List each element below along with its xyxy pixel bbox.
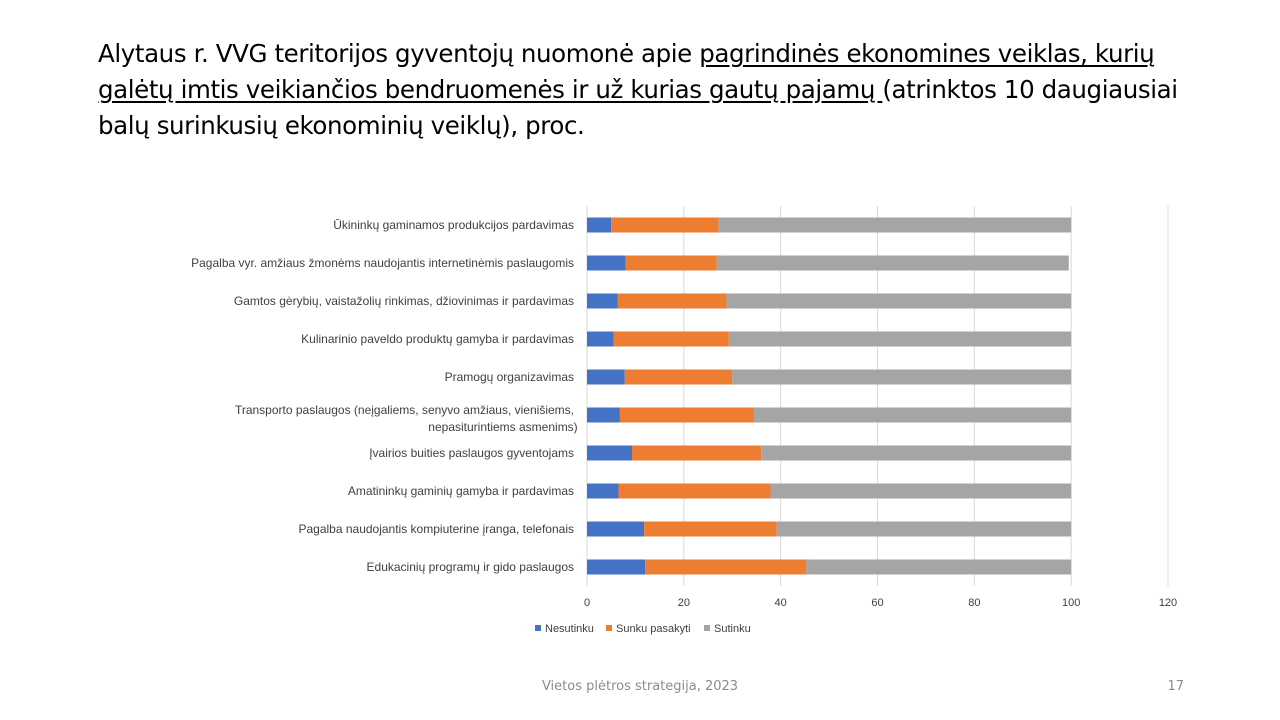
- bar-nesutinku-2: [587, 294, 618, 309]
- title-text-part2: (atrinktos 10 daugiausiai balų surinkusių ekonominių veiklų), proc.: [98, 75, 1178, 140]
- x-tick-label: 80: [968, 597, 981, 609]
- bar-sunku-pasakyti-3: [614, 332, 729, 347]
- bar-nesutinku-9: [587, 560, 645, 575]
- bar-sutinku-6: [761, 446, 1071, 461]
- bar-sunku-pasakyti-4: [625, 370, 732, 385]
- bar-nesutinku-4: [587, 370, 625, 385]
- legend-label: Nesutinku: [545, 623, 594, 635]
- bar-sunku-pasakyti-1: [626, 256, 717, 271]
- bar-sutinku-3: [729, 332, 1071, 347]
- x-tick-label: 100: [1061, 597, 1081, 609]
- bar-sutinku-2: [726, 294, 1071, 309]
- bar-sunku-pasakyti-5: [620, 408, 754, 423]
- category-label: Pagalba vyr. amžiaus žmonėms naudojantis internetinėmis paslaugomis: [191, 256, 574, 270]
- chart-x-tick-labels: [584, 597, 1177, 609]
- bar-nesutinku-5: [587, 408, 620, 423]
- category-label: Ūkininkų gaminamos produkcijos pardavimas: [333, 218, 574, 232]
- bar-sunku-pasakyti-2: [618, 294, 727, 309]
- legend-label: Sutinku: [714, 623, 751, 635]
- title-text-part1: Alytaus r. VVG teritorijos gyventojų nuomonė apie: [98, 39, 700, 68]
- title-text-underlined: pagrindinės ekonomines veiklas, kurių galėtų imtis veikiančios bendruomenės ir už kurias gautų pajamų: [98, 39, 1155, 104]
- category-label: Įvairios buities paslaugos gyventojams: [369, 446, 574, 460]
- bar-sunku-pasakyti-7: [618, 484, 770, 499]
- bar-sutinku-5: [754, 408, 1071, 423]
- category-label: Kulinarinio paveldo produktų gamyba ir pardavimas: [301, 332, 574, 346]
- legend-swatch-nesutinku: [535, 625, 541, 631]
- chart-bars: [587, 218, 1071, 575]
- category-label: Transporto paslaugos (neįgaliems, senyvo amžiaus, vienišiems, nepasiturintiems asmenims): [234, 403, 578, 434]
- bar-nesutinku-7: [587, 484, 618, 499]
- bar-sunku-pasakyti-0: [611, 218, 718, 233]
- bar-sutinku-0: [719, 218, 1071, 233]
- category-label: Amatininkų gaminių gamyba ir pardavimas: [347, 484, 574, 498]
- bar-sutinku-7: [770, 484, 1071, 499]
- x-tick-label: 0: [583, 597, 591, 609]
- x-tick-label: 20: [677, 597, 690, 609]
- chart-legend: [535, 623, 751, 635]
- category-label: Gamtos gėrybių, vaistažolių rinkimas, džiovinimas ir pardavimas: [233, 294, 574, 308]
- bar-nesutinku-6: [587, 446, 632, 461]
- category-label: Edukacinių programų ir gido paslaugos: [366, 560, 574, 574]
- x-tick-label: 60: [871, 597, 884, 609]
- bar-sutinku-1: [717, 256, 1069, 271]
- bar-sutinku-9: [806, 560, 1071, 575]
- x-tick-label: 40: [774, 597, 787, 609]
- bar-nesutinku-8: [587, 522, 644, 537]
- bar-sutinku-8: [777, 522, 1071, 537]
- legend-swatch-sutinku: [704, 625, 710, 631]
- category-label: Pramogų organizavimas: [444, 370, 574, 384]
- bar-sutinku-4: [732, 370, 1071, 385]
- bar-nesutinku-3: [587, 332, 614, 347]
- bar-nesutinku-0: [587, 218, 611, 233]
- category-label: Pagalba naudojantis kompiuterine įranga, telefonais: [298, 522, 574, 536]
- slide-footer: Vietos plėtros strategija, 2023: [541, 679, 739, 694]
- bar-sunku-pasakyti-6: [632, 446, 761, 461]
- bar-sunku-pasakyti-8: [644, 522, 777, 537]
- x-tick-label: 120: [1158, 597, 1178, 609]
- chart-category-labels: [191, 218, 578, 574]
- page-number: 17: [1167, 679, 1184, 694]
- legend-swatch-sunku-pasakyti: [606, 625, 612, 631]
- bar-nesutinku-1: [587, 256, 626, 271]
- legend-label: Sunku pasakyti: [616, 623, 691, 635]
- bar-sunku-pasakyti-9: [645, 560, 806, 575]
